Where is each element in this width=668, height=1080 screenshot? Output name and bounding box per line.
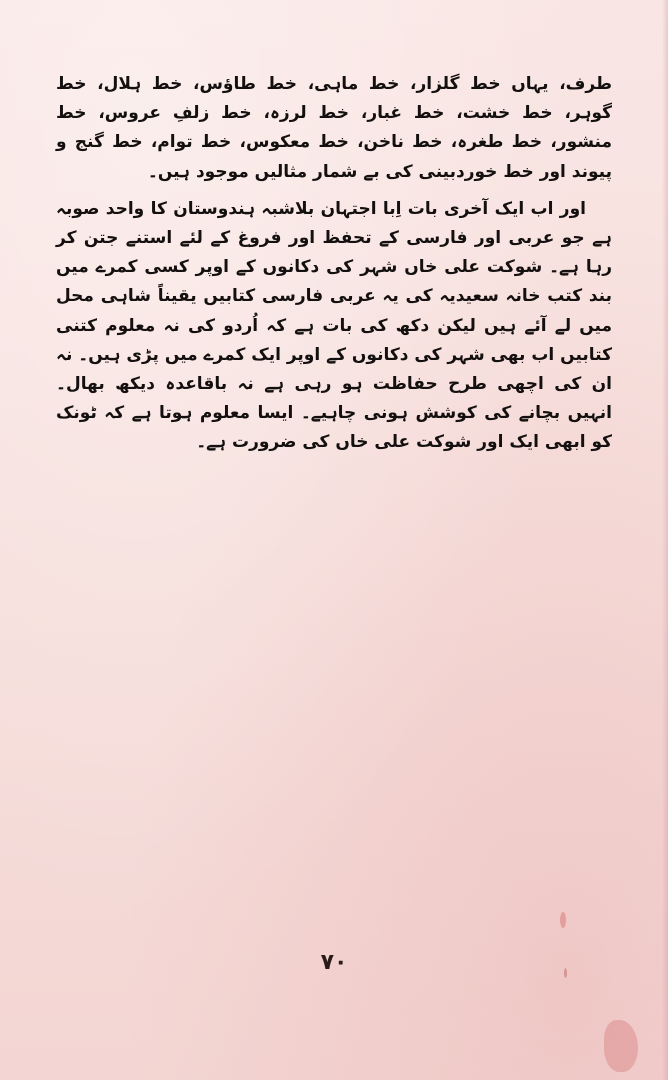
corner-stain (604, 1020, 638, 1072)
ink-stain (560, 912, 566, 928)
ink-stain (564, 968, 567, 978)
page-edge (662, 0, 668, 1080)
paragraph-2: اور اب ایک آخری بات اِبا اجتہان بلاشبہ ہندوستان کا واحد صوبہ ہے جو عربی اور فارسی کے تحفظ اور فروغ کے لئے استنے جتن کر رہا ہے۔ شوکت علی خاں شہر کی دکانوں کے اوپر کسی کمرے میں بند کتب خانہ سعیدیہ کی یہ عربی فارسی کتابیں یقیناً شاہی محل میں لے آئے ہیں لیکن دکھ کی بات ہے کہ اُردو کی نہ معلوم کتنی کتابیں اب بھی شہر کی دکانوں کے اوپر ایک کمرے میں پڑی ہیں۔ نہ ان کی اچھی طرح حفاظت ہو رہی ہے نہ باقاعدہ دیکھ بھال۔ انہیں بچانے کی کوشش ہونی چاہیے۔ ایسا معلوم ہوتا ہے کہ ٹونک کو ابھی ایک اور شوکت علی خاں کی ضرورت ہے۔ (56, 198, 612, 453)
page-number: ۷۰ (320, 950, 348, 975)
body-text (56, 70, 612, 458)
paragraph-1: طرف، یہاں خط گلزار، خط ماہی، خط طاؤس، خط ہلال، خط گوہر، خط خشت، خط غبار، خط لرزہ، خط زلفِ عروس، خط منشور، خط طغرہ، خط ناخن، خط معکوس، خط توام، خط گنج و پیوند اور خط خوردبینی کی بے شمار مثالیں موجود ہیں۔ (56, 74, 612, 182)
